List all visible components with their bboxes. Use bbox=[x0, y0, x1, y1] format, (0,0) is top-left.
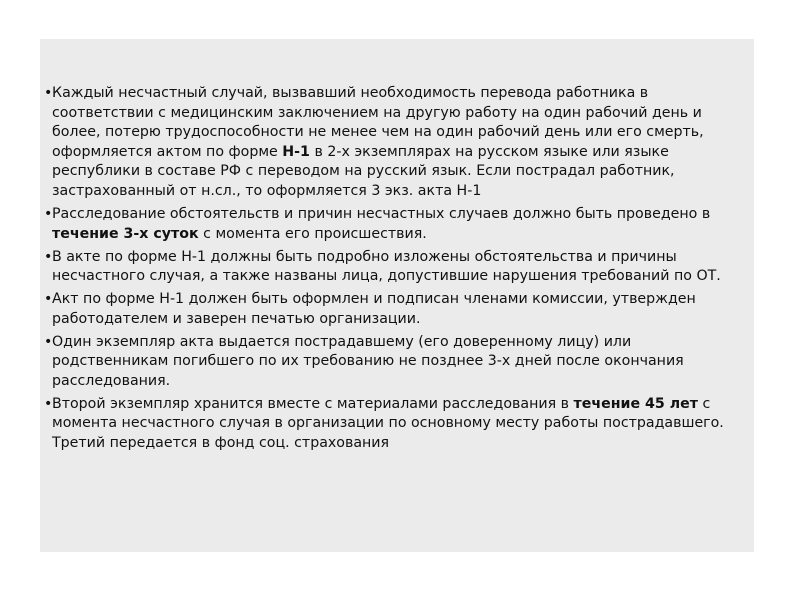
paragraph-text: в 2-х экземплярах на русском языке или языке республики в составе РФ с переводом на русский язык. Если пострадал работник, застрахованный от н.сл., то оформляется 3 экз. акта Н-1 bbox=[52, 143, 675, 199]
bullet-item bbox=[44, 84, 750, 202]
paragraph-text: Каждый несчастный случай, вызвавший необходимость перевода работника в соответствии с медицинским заключением на другую работу на один рабочий день и более, потерю трудоспособности не менее чем на один рабочий день или его смерть, оформляется актом по форме bbox=[52, 85, 704, 160]
paragraph-text: Второй экземпляр хранится вместе с материалами расследования в bbox=[52, 395, 574, 412]
emphasis-text: Н-1 bbox=[282, 143, 310, 160]
bullet-item bbox=[44, 333, 750, 392]
slide bbox=[40, 39, 754, 552]
bullet-marker: • bbox=[44, 205, 53, 222]
paragraph-text: с момента несчастного случая в организации по основному месту работы пострадавшего. Третий передается в фонд соц. страхования bbox=[52, 395, 724, 452]
bullet-marker: • bbox=[44, 291, 53, 308]
bullet-item bbox=[44, 205, 750, 244]
bullet-marker: • bbox=[44, 395, 53, 412]
bullet-item bbox=[44, 395, 750, 454]
bullet-marker: • bbox=[44, 333, 53, 350]
paragraph-text: с момента его происшествия. bbox=[198, 225, 427, 242]
bullet-marker: • bbox=[44, 248, 53, 265]
bullet-item bbox=[44, 290, 750, 329]
paragraph-text: В акте по форме Н-1 должны быть подробно изложены обстоятельства и причины несчастного случая, а также названы лица, допустившие нарушения требований по ОТ. bbox=[52, 248, 721, 285]
paragraph-text: Расследование обстоятельств и причин несчастных случаев должно быть проведено в bbox=[52, 205, 711, 222]
emphasis-text: течение 45 лет bbox=[573, 395, 698, 412]
emphasis-text: течение 3-х суток bbox=[52, 225, 199, 242]
bullet-list bbox=[44, 84, 750, 457]
paragraph-text: Один экземпляр акта выдается пострадавшему (его доверенному лицу) или родственникам погибшего по их требованию не позднее 3-х дней после окончания расследования. bbox=[52, 333, 684, 389]
bullet-marker: • bbox=[44, 85, 53, 101]
paragraph-text: Акт по форме Н-1 должен быть оформлен и подписан членами комиссии, утвержден работодателем и заверен печатью организации. bbox=[52, 291, 696, 327]
bullet-item bbox=[44, 248, 750, 287]
